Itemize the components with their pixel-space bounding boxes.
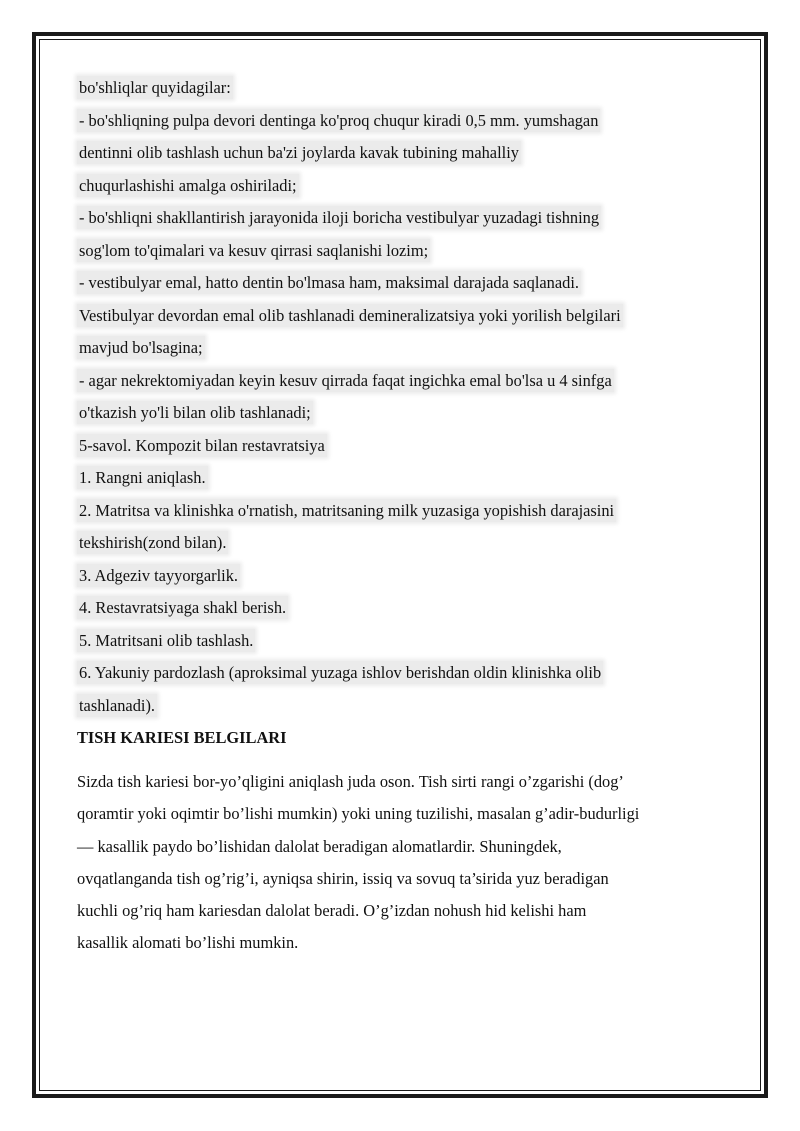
- list-item: 1. Rangni aniqlash.: [79, 468, 206, 487]
- text-line: kasallik alomati bo’lishi mumkin.: [77, 933, 299, 953]
- section-heading: TISH KARIESI BELGILARI: [77, 728, 287, 747]
- list-item: tashlanadi).: [79, 695, 156, 715]
- list-item: 6. Yakuniy pardozlash (aproksimal yuzaga ishlov berishdan oldin klinishka olib: [79, 663, 602, 682]
- section-requirements: [77, 72, 727, 722]
- list-item: tekshirish(zond bilan).: [79, 533, 227, 552]
- page-content: [77, 72, 727, 960]
- list-item: 4. Restavratsiyaga shakl berish.: [79, 598, 287, 617]
- text-line: - bo'shliqning pulpa devori dentinga ko'proq chuqur kiradi 0,5 mm. yumshagan: [79, 110, 599, 130]
- text-line: kuchli og’riq ham kariesdan dalolat beradi. O’g’izdan nohush hid kelishi ham: [77, 901, 587, 921]
- list-item: 5. Matritsani olib tashlash.: [79, 630, 254, 650]
- text-line: mavjud bo'lsagina;: [79, 338, 203, 357]
- text-line: qoramtir yoki oqimtir bo’lishi mumkin) yoki uning tuzilishi, masalan g’adir-budurligi: [77, 804, 640, 824]
- text-line: o'tkazish yo'li bilan olib tashlanadi;: [79, 403, 311, 422]
- text-line: Sizda tish kariesi bor-yo’qligini aniqlash juda oson. Tish sirti rangi o’zgarishi (dog’: [77, 772, 624, 791]
- text-line: Vestibulyar devordan emal olib tashlanadi demineralizatsiya yoki yorilish belgilari: [79, 305, 621, 325]
- text-line: - agar nekrektomiyadan keyin kesuv qirrada faqat ingichka emal bo'lsa u 4 sinfga: [79, 370, 612, 390]
- text-line: dentinni olib tashlash uchun ba'zi joylarda kavak tubining mahalliy: [79, 143, 519, 162]
- list-item: 3. Adgeziv tayyorgarlik.: [79, 565, 239, 585]
- caries-paragraph: [77, 766, 727, 960]
- text-line: chuqurlashishi amalga oshiriladi;: [79, 175, 297, 195]
- text-line: - bo'shliqni shakllantirish jarayonida iloji boricha vestibulyar yuzadagi tishning: [79, 208, 600, 227]
- text-line: — kasallik paydo bo’lishidan dalolat beradigan alomatlardir. Shuningdek,: [77, 836, 562, 856]
- text-line: - vestibulyar emal, hatto dentin bo'lmasa ham, maksimal darajada saqlanadi.: [79, 273, 579, 292]
- list-item: 2. Matritsa va klinishka o'rnatish, matritsaning milk yuzasiga yopishish darajasini: [79, 500, 615, 520]
- text-line: bo'shliqlar quyidagilar:: [79, 78, 231, 97]
- question-title: 5-savol. Kompozit bilan restavratsiya: [79, 435, 325, 455]
- text-line: sog'lom to'qimalari va kesuv qirrasi saqlanishi lozim;: [79, 240, 429, 260]
- text-line: ovqatlanganda tish og’rig’i, ayniqsa shirin, issiq va sovuq ta’sirida yuz beradigan: [77, 868, 609, 888]
